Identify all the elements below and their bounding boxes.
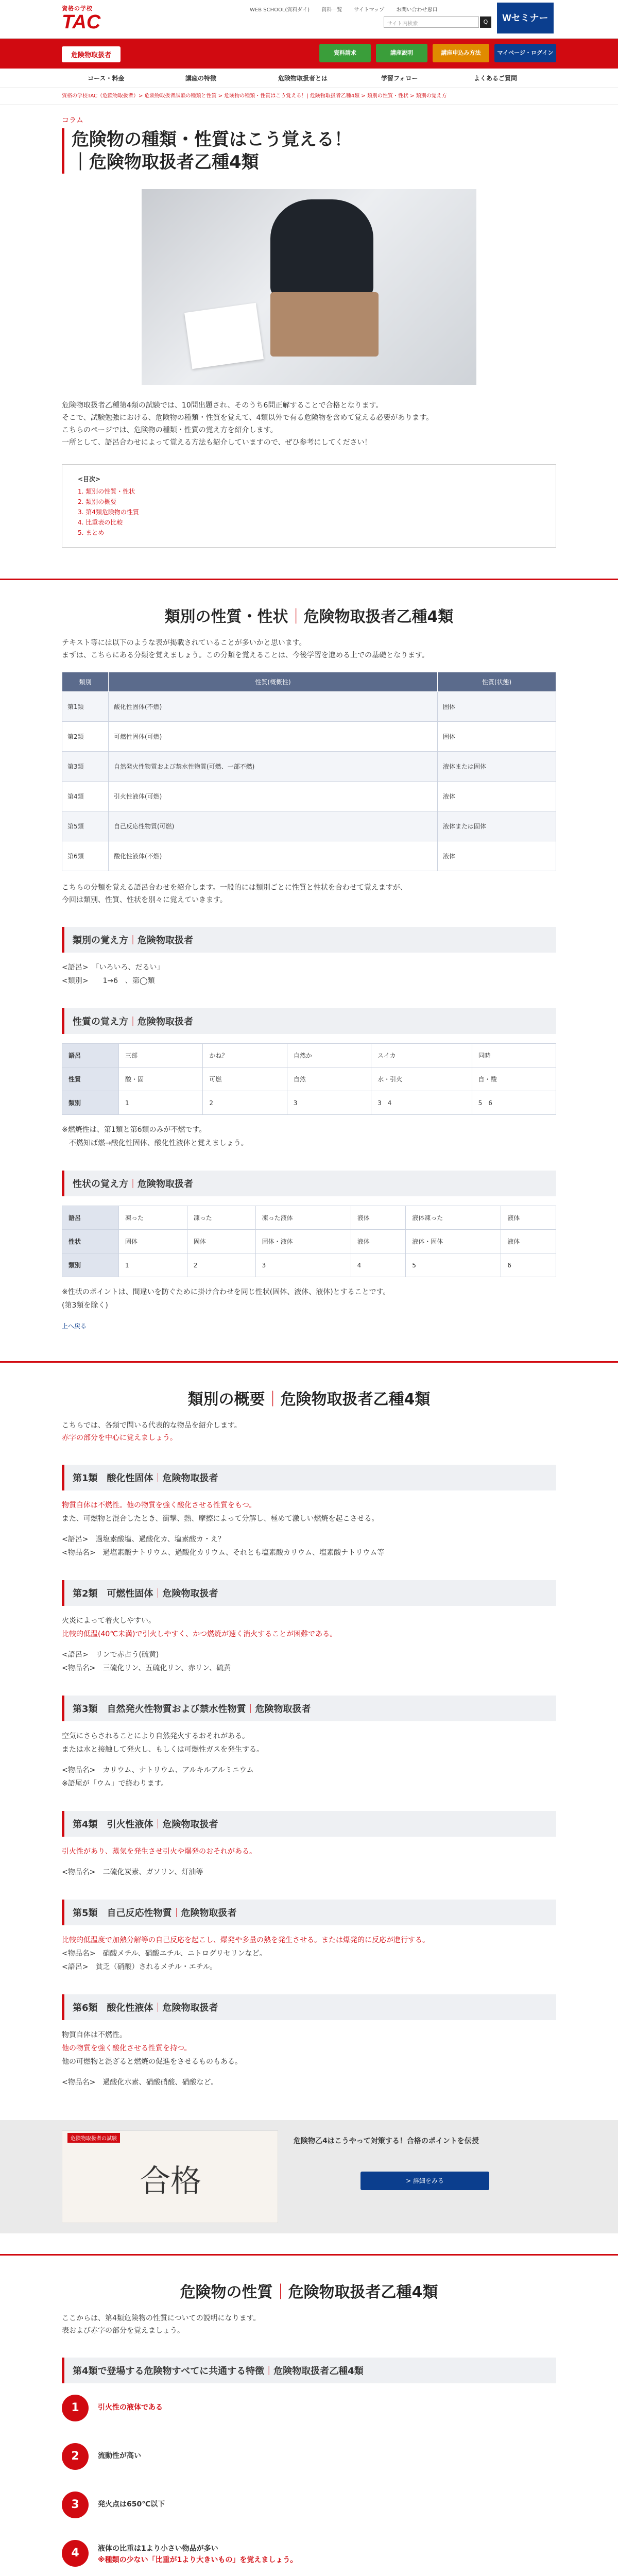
desc-line: <物品名> 過酸化水素、硝酸硝酸、硝酸など。 (62, 2078, 218, 2087)
point-number: 1 (62, 2395, 89, 2421)
table-cell: 自然発火性物質および禁水性物質(可燃、一部不燃) (109, 752, 438, 782)
subheading-main: 第2類 可燃性固体 (73, 1588, 153, 1599)
paragraph-line: こちらでは、各類で問いる代表的な物品を紹介します。 (62, 1421, 242, 1430)
table-cell: 凍った (187, 1206, 255, 1230)
paragraph (62, 1419, 556, 1444)
subheading-sub: 危険物取扱者 (181, 1908, 237, 1919)
title-separator: ｜ (128, 1016, 138, 1027)
title-separator: ｜ (265, 1391, 281, 1409)
table-cell: 液体 (501, 1230, 556, 1253)
class-description (62, 1614, 556, 1675)
desc-line: ※語尾が「ウム」で終わります。 (62, 1780, 168, 1788)
toc-item[interactable]: 1. 類別の性質・性状 (78, 488, 135, 495)
subheading-sub: 危険物取扱者 (255, 1704, 311, 1715)
desc-line: <語呂> 過塩素酸塩、過酸化カ、塩素酸カ・え？ (62, 1535, 225, 1544)
table-row (62, 1067, 556, 1091)
section-divider (0, 579, 618, 580)
logo-main: TAC (62, 11, 101, 33)
table-cell: 酸化性液体(不燃) (109, 841, 438, 871)
column-header: 類別 (62, 672, 109, 692)
toc-item[interactable]: 4. 比重表の比較 (78, 519, 123, 526)
desc-line: 物質自体は不燃性。 (62, 2031, 127, 2039)
nav-item[interactable]: 講座の特徴 (185, 75, 217, 82)
wseminar-logo[interactable]: Wセミナー (497, 3, 554, 33)
row-header: 語呂 (62, 1044, 119, 1067)
desc-line: <語呂> リンで赤占う(硫黄) (62, 1651, 159, 1659)
paragraph (62, 882, 556, 906)
table-cell: 液体または固体 (438, 811, 556, 841)
desc-line: <物品名> 三硫化リン、五硫化リン、赤リン、硫黄 (62, 1664, 231, 1672)
section-2 (62, 1386, 556, 2089)
title-separator: ｜ (153, 1473, 163, 1484)
promo-detail-button[interactable]: > 詳細をみる (360, 2172, 489, 2190)
class-description (62, 2028, 556, 2089)
promo-label: 危険物取扱者の試験 (67, 2133, 120, 2143)
point-text: 発火点は650℃以下 (98, 2500, 165, 2509)
toc-item[interactable]: 5. まとめ (78, 529, 105, 536)
desc-line: <物品名> 二硫化炭素、ガソリン、灯油等 (62, 1868, 203, 1876)
back-to-top-link[interactable]: 上へ戻る (62, 1323, 87, 1330)
person-shape (270, 199, 373, 297)
table-cell: 液体または固体 (438, 752, 556, 782)
table-cell: 第6類 (62, 841, 109, 871)
toc-title: <目次> (78, 476, 101, 483)
paragraph-line: テキスト等には以下のような表が掲載されていることが多いかと思います。 (62, 639, 306, 647)
promo-text[interactable]: 危険物乙4はこうやって対策する！合格のポイントを伝授 (294, 2137, 479, 2145)
class-description (62, 1499, 556, 1560)
table-cell: 酸・固 (119, 1067, 203, 1091)
nav-item[interactable]: コース・料金 (88, 75, 125, 82)
subheading-sub: 危険物取扱者 (162, 1819, 218, 1830)
desc-line: <物品名> 過塩素酸ナトリウム、過酸化カリウム、それとも塩素酸カリウム、塩素酸ナトリウム等 (62, 1549, 385, 1557)
section-title-main: 危険物の性質 (180, 2283, 273, 2301)
breadcrumb (0, 88, 618, 105)
subheading-sub: 危険物取扱者乙種4類 (273, 2366, 364, 2377)
point-item (62, 2481, 556, 2529)
title-line2: ｜危険物取扱者乙種4類 (72, 152, 259, 173)
point-number: 3 (62, 2492, 89, 2518)
paragraph-line: 今回は類別、性質、性状を別々に覚えていきます。 (62, 896, 227, 904)
nav-item[interactable]: よくあるご質問 (474, 75, 518, 82)
class-description (62, 1845, 556, 1879)
info-button[interactable]: 講座説明 (376, 44, 427, 62)
row-header: 類別 (62, 1091, 119, 1115)
note (62, 1123, 556, 1150)
table-row (62, 752, 556, 782)
note-line: ※性状のポイントは、間違いを防ぐために掛け合わせを同じ性状(固体、液体、液体)とすることです。 (62, 1288, 390, 1296)
promo-stamp: 合格 (140, 2163, 201, 2199)
red-bar (0, 39, 618, 69)
title-separator: ｜ (288, 608, 304, 626)
table-cell: 同時 (472, 1044, 556, 1067)
desc-line: 物質自体は不燃性。他の物質を強く酸化させる性質をもつ。 (62, 1501, 256, 1510)
search-icon[interactable]: Q (480, 16, 491, 28)
promo-banner (0, 2120, 618, 2233)
subheading (62, 2358, 556, 2383)
title-separator: ｜ (246, 1704, 255, 1715)
subheading-sub: 危険物取扱者 (138, 1016, 193, 1027)
top-link[interactable]: WEB SCHOOL(資料ダイ) (250, 7, 310, 13)
table-cell: 5 6 (472, 1091, 556, 1115)
row-header: 語呂 (62, 1206, 119, 1230)
point-number: 2 (62, 2443, 89, 2470)
table-cell: 液体 (501, 1206, 556, 1230)
paper-shape (184, 303, 264, 369)
section-title-main: 類別の性質・性状 (164, 608, 288, 626)
subheading-sub: 危険物取扱者 (162, 1473, 218, 1484)
intro-line: 一所として、語呂合わせによって覚える方法も紹介していますので、ぜひ参考にしてください！ (62, 438, 372, 447)
table-cell: 2 (203, 1091, 287, 1115)
table-cell: 液体 (351, 1206, 406, 1230)
point-text: 流動性が高い (98, 2452, 141, 2460)
subheading (62, 1994, 556, 2020)
section-title-sub: 危険物取扱者乙種4類 (280, 1391, 431, 1409)
row-header: 性状 (62, 1230, 119, 1253)
table-row (62, 782, 556, 811)
point-item (62, 2384, 556, 2432)
column-header: 性質(状態) (438, 672, 556, 692)
class-description (62, 1934, 556, 1974)
search-input[interactable]: サイト内検索 (384, 16, 479, 28)
column-header: 性質(概概性) (109, 672, 438, 692)
point-number: 4 (62, 2540, 89, 2567)
table-cell: 三部 (119, 1044, 203, 1067)
paragraph-line: 赤字の部分を中心に覚えましょう。 (62, 1434, 177, 1442)
row-header: 性質 (62, 1067, 119, 1091)
table-cell: スイカ (371, 1044, 472, 1067)
table-row (62, 1253, 556, 1277)
desc-line: 空気にさらされることにより自然発火するおそれがある。 (62, 1732, 249, 1740)
table-cell: かね？ (203, 1044, 287, 1067)
table-cell: 3 (255, 1253, 351, 1277)
subheading-main: 第4類で登場する危険物すべてに共通する特徴 (73, 2366, 265, 2377)
section-divider (0, 1361, 618, 1363)
table-cell: 自・酸 (472, 1067, 556, 1091)
promo-image[interactable] (62, 2130, 278, 2223)
table-cell: 凍った (119, 1206, 187, 1230)
subheading (62, 1580, 556, 1606)
table-of-contents (62, 464, 556, 548)
article (62, 115, 556, 548)
paragraph-line: ここからは、第4類危険物の性質についての説明になります。 (62, 2314, 261, 2323)
point-text: 引火性の液体である (98, 2403, 163, 2412)
subheading-main: 類別の覚え方 (73, 935, 128, 946)
paragraph-line: こちらの分類を覚える語呂合わせを紹介します。一般的には類別ごとに性質と性状を合わせて覚えますが、 (62, 884, 407, 892)
desc-line: <物品名> カリウム、ナトリウム、アルキルアルミニウム (62, 1766, 254, 1774)
desc-line: または水と接触して発火し、もしくは可燃性ガスを発生する。 (62, 1745, 264, 1754)
paragraph-line: まずは、こちらにある分類を覚えましょう。この分類を覚えることは、今後学習を進める上での基礎となります。 (62, 651, 429, 659)
table-cell: 固体 (438, 722, 556, 752)
desc-line: <物品名> 硝酸メチル、硝酸エチル、ニトログリセリンなど。 (62, 1950, 267, 1958)
paragraph (62, 637, 556, 662)
subheading-main: 第5類 自己反応性物質 (73, 1908, 172, 1919)
main-nav (0, 69, 618, 88)
table-cell: 第5類 (62, 811, 109, 841)
subheading-sub: 危険物取扱者 (162, 2003, 218, 2013)
desc-line: 引火性があり、蒸気を発生させ引火や爆発のおそれがある。 (62, 1848, 256, 1856)
table-cell: 液体凍った (406, 1206, 501, 1230)
table-cell: 第1類 (62, 692, 109, 722)
desc-line: 比較的低温(40℃未満)で引火しやすく、かつ燃焼が速く消火することが困難である。 (62, 1630, 337, 1638)
section-title (62, 1386, 556, 1409)
title-separator: ｜ (128, 935, 138, 946)
subheading-sub: 危険物取扱者 (138, 935, 193, 946)
section-title (62, 604, 556, 626)
table-cell: 液体 (438, 782, 556, 811)
table-row (62, 1230, 556, 1253)
hero-image (142, 189, 476, 385)
section-title (62, 2279, 556, 2302)
title-separator: ｜ (272, 2283, 288, 2301)
subheading-sub: 危険物取扱者 (138, 1179, 193, 1190)
subheading (62, 1008, 556, 1034)
table-cell: 可燃性固体(可燃) (109, 722, 438, 752)
paragraph (62, 2312, 556, 2337)
apply-button[interactable]: 講座申込み方法 (433, 44, 489, 62)
tac-logo[interactable] (62, 4, 100, 32)
table-cell: 自然か (287, 1044, 371, 1067)
top-link[interactable]: お問い合わせ窓口 (396, 7, 438, 13)
point-item (62, 2530, 556, 2576)
title-separator: ｜ (171, 1908, 181, 1919)
page-title (62, 128, 556, 174)
table-cell: 5 (406, 1253, 501, 1277)
subheading (62, 1465, 556, 1490)
table-cell: 4 (351, 1253, 406, 1277)
title-line1: 危険物の種類・性質はこう覚える！ (72, 129, 352, 150)
breadcrumb-text[interactable]: 資格の学校TAC（危険物取扱者）> 危険物取扱者試験の種類と性質 > 危険物の種類・性質はこう覚える！| 危険物取扱者乙種4類 > 類別の性質・性状 > 類別の覚え方 (62, 93, 447, 99)
subheading-main: 第3類 自然発火性物質および禁水性物質 (73, 1704, 246, 1715)
table-cell: 固体 (438, 692, 556, 722)
goro-list (62, 961, 556, 988)
table-cell: 液体 (438, 841, 556, 871)
section-title-sub: 危険物取扱者乙種4類 (288, 2283, 438, 2301)
seishitsu-table (62, 1043, 556, 1115)
table-cell: 可燃 (203, 1067, 287, 1091)
desc-line: 火炎によって着火しやすい。 (62, 1617, 156, 1625)
intro-line: そこで、試験勉強における、危険物の種類・性質を覚えて、4類以外で有る危険物を含めて覚える必要があります。 (62, 414, 434, 422)
table-cell: 第3類 (62, 752, 109, 782)
title-separator: ｜ (153, 2003, 163, 2013)
mypage-button[interactable]: マイページ・ログイン (494, 44, 556, 62)
table-row (62, 692, 556, 722)
intro-line: 危険物取扱者乙種第4類の試験では、10問出題され、そのうち6問正解することで合格となります。 (62, 401, 383, 410)
title-separator: ｜ (264, 2366, 274, 2377)
seijo-table (62, 1206, 556, 1277)
table-row (62, 1206, 556, 1230)
title-separator: ｜ (128, 1179, 138, 1190)
table-cell: 第2類 (62, 722, 109, 752)
column-tag: コラム (62, 116, 83, 125)
table-row (62, 841, 556, 871)
subheading-main: 性質の覚え方 (73, 1016, 128, 1027)
point-line: ※種類の少ない「比重が1より大きいもの」を覚えましょう。 (98, 2556, 298, 2564)
note-line: ※燃焼性は、第1類と第6類のみが不燃です。 (62, 1126, 207, 1134)
course-pill[interactable]: 危険物取扱者 (62, 46, 121, 62)
subheading-main: 第1類 酸化性固体 (73, 1473, 153, 1484)
table-cell: 自己反応性物質(可燃) (109, 811, 438, 841)
table-cell: 自然 (287, 1067, 371, 1091)
table-cell: 引火性液体(可燃) (109, 782, 438, 811)
point-line: 液体の比重は1より小さい物品が多い (98, 2545, 218, 2553)
table-cell: 3 4 (371, 1091, 472, 1115)
top-link[interactable]: サイトマップ (354, 7, 385, 13)
subheading-sub: 危険物取扱者 (162, 1588, 218, 1599)
table-cell: 酸化性固体(不燃) (109, 692, 438, 722)
toc-item[interactable]: 3. 第4類危険物の性質 (78, 509, 139, 516)
table-row (62, 1091, 556, 1115)
top-link[interactable]: 資料一覧 (321, 7, 342, 13)
section-divider (0, 2254, 618, 2256)
toc-item[interactable]: 2. 類別の概要 (78, 498, 117, 505)
goro-line: <語呂> 「いろいろ、だるい」 (62, 963, 164, 972)
note-line: 不燃知ば燃→酸化性固体、酸化性液体と覚えましょう。 (62, 1139, 248, 1147)
goro-line: <類別> 1→6 、第◯類 (62, 977, 155, 985)
subheading (62, 1811, 556, 1837)
desc-line: 比較的低温度で加熱分解等の自己反応を起こし、爆発や多量の熱を発生させる。または爆発的に反応が進行する。 (62, 1936, 430, 1944)
table-cell: 3 (287, 1091, 371, 1115)
top-links (250, 5, 448, 13)
desc-line: 他の可燃物と混ざると燃焼の促進をさせるものもある。 (62, 2058, 242, 2066)
row-header: 類別 (62, 1253, 119, 1277)
intro-text (62, 399, 556, 449)
desc-line: <語呂> 貧乏（硝酸）されるメチル・エチル。 (62, 1963, 217, 1971)
table-cell: 固体 (187, 1230, 255, 1253)
nav-item[interactable]: 危険物取扱者とは (278, 75, 328, 82)
desc-line: 他の物質を強く酸化させる性質を持つ。 (62, 2044, 192, 2053)
paragraph-line: 表および赤字の部分を覚えましょう。 (62, 2327, 184, 2335)
table-cell: 凍った液体 (255, 1206, 351, 1230)
table-cell: 第4類 (62, 782, 109, 811)
table-cell: 2 (187, 1253, 255, 1277)
table-cell: 固体 (119, 1230, 187, 1253)
subheading-main: 性状の覚え方 (73, 1179, 128, 1190)
laptop-shape (270, 292, 379, 357)
nav-item[interactable]: 学習フォロー (381, 75, 418, 82)
title-separator: ｜ (153, 1588, 163, 1599)
table-cell: 1 (119, 1253, 187, 1277)
class-table (62, 672, 556, 871)
subheading (62, 927, 556, 953)
intro-line: こちらのページでは、危険物の種類・性質の覚え方を紹介します。 (62, 426, 278, 434)
table-row (62, 1044, 556, 1067)
subheading (62, 1900, 556, 1925)
point-text (98, 2543, 297, 2566)
table-cell: 6 (501, 1253, 556, 1277)
note (62, 1285, 556, 1312)
class-description (62, 1730, 556, 1790)
table-cell: 固体・液体 (255, 1230, 351, 1253)
title-separator: ｜ (153, 1819, 163, 1830)
section-title-main: 類別の概要 (187, 1391, 265, 1409)
table-cell: 液体・固体 (406, 1230, 501, 1253)
site-header (0, 0, 618, 39)
table-cell: 1 (119, 1091, 203, 1115)
point-item (62, 2433, 556, 2480)
table-row (62, 811, 556, 841)
subheading-main: 第6類 酸化性液体 (73, 2003, 153, 2013)
subheading (62, 1696, 556, 1721)
subheading-main: 第4類 引火性液体 (73, 1819, 153, 1830)
subheading (62, 1171, 556, 1196)
section-title-sub: 危険物取扱者乙種4類 (303, 608, 454, 626)
table-cell: 水・引火 (371, 1067, 472, 1091)
note-line: (第3類を除く) (62, 1301, 108, 1310)
table-row (62, 722, 556, 752)
logo-sub: 資格の学校 (62, 6, 93, 12)
desc-line: また、可燃物と混合したとき、衝撃、熱、摩擦によって分解し、極めて激しい燃焼を起こさせる。 (62, 1515, 379, 1523)
section-1 (62, 604, 556, 1330)
request-button[interactable]: 資料請求 (319, 44, 371, 62)
table-cell: 液体 (351, 1230, 406, 1253)
section-3 (62, 2279, 556, 2576)
